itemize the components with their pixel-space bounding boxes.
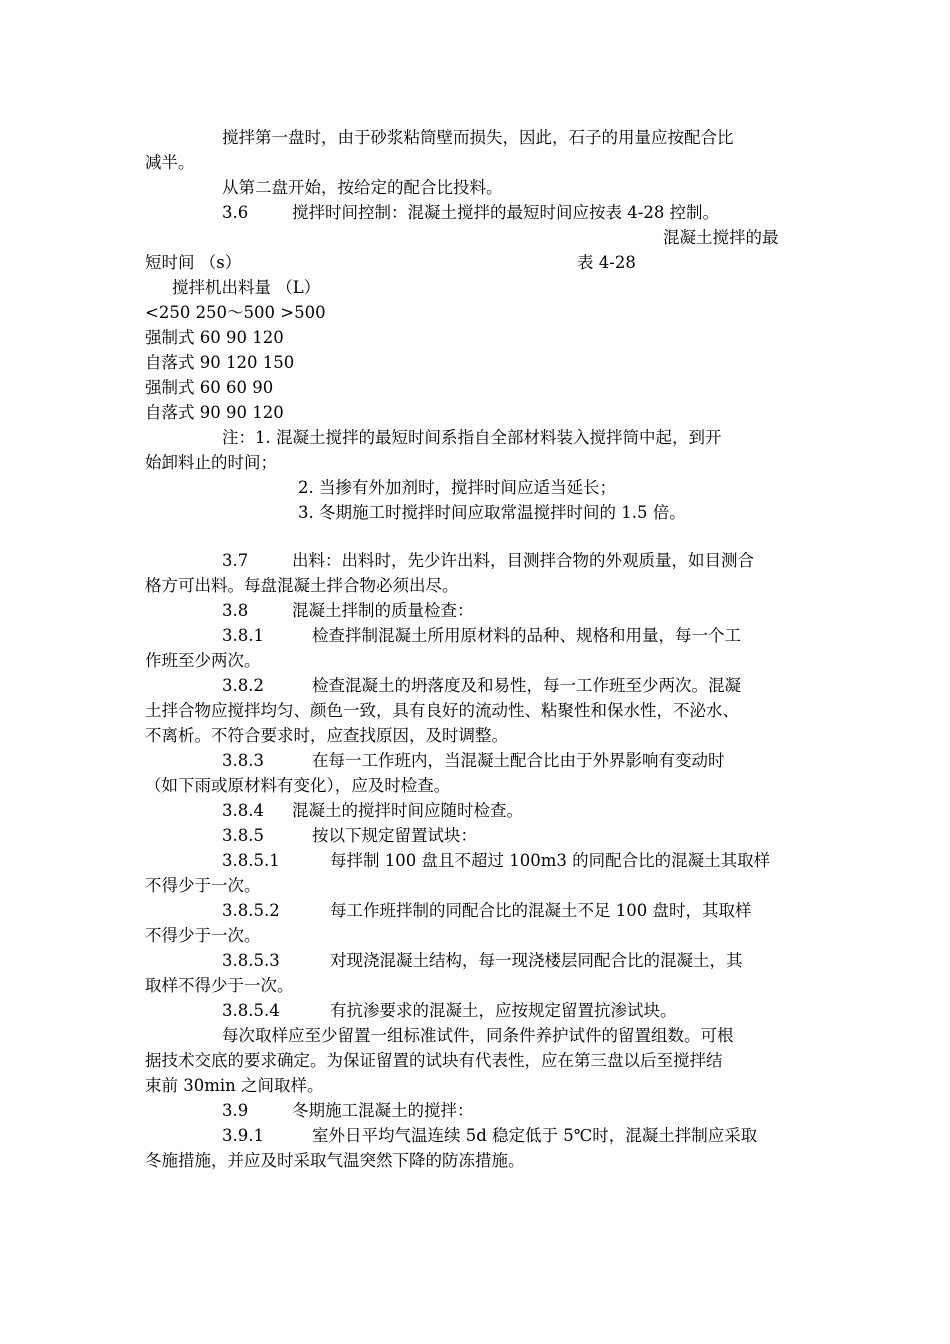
table-header: 搅拌机出料量 （L）	[172, 278, 321, 297]
section-3-9-1	[222, 1125, 757, 1147]
paragraph-line: 作班至少两次。	[145, 651, 261, 670]
section-3-8-2	[222, 675, 741, 697]
section-text: 搅拌时间控制：混凝土搅拌的最短时间应按表 4-28 控制。	[292, 203, 720, 222]
section-3-8-5-1	[222, 850, 770, 872]
section-number: 3.8.5.3	[222, 951, 280, 970]
section-text: 每拌制 100 盘且不超过 100m3 的同配合比的混凝土其取样	[330, 851, 771, 870]
paragraph-line: 每次取样应至少留置一组标准试件，同条件养护试件的留置组数。可根	[222, 1026, 734, 1045]
section-number: 3.9.1	[222, 1126, 264, 1145]
section-number: 3.8.2	[222, 676, 264, 695]
note-line: 注：1. 混凝土搅拌的最短时间系指自全部材料装入搅拌筒中起，到开	[222, 428, 722, 447]
note-line: 3. 冬期施工时搅拌时间应取常温搅拌时间的 1.5 倍。	[298, 503, 686, 522]
section-text: 检查拌制混凝土所用原材料的品种、规格和用量，每一个工	[312, 626, 741, 645]
table-number: 表 4-28	[577, 253, 636, 272]
section-3-8-5-2	[222, 900, 751, 922]
section-number: 3.8.4	[222, 801, 264, 820]
section-text: 冬期施工混凝土的搅拌：	[292, 1101, 474, 1120]
section-text: 出料：出料时，先少许出料，目测拌合物的外观质量，如目测合	[292, 551, 754, 570]
paragraph-line: 冬施措施，并应及时采取气温突然下降的防冻措施。	[145, 1151, 525, 1170]
section-text: 混凝土拌制的质量检查：	[292, 601, 474, 620]
table-columns: <250 250～500 >500	[145, 303, 326, 322]
table-caption: 混凝土搅拌的最	[663, 228, 779, 247]
section-number: 3.6	[222, 203, 249, 222]
section-number: 3.8.1	[222, 626, 264, 645]
section-text: 混凝土的搅拌时间应随时检查。	[292, 801, 523, 820]
section-number: 3.8.5.4	[222, 1001, 280, 1020]
table-row: 自落式 90 120 150	[145, 353, 295, 372]
paragraph-line: 不离析。不符合要求时，应查找原因，及时调整。	[145, 726, 508, 745]
section-3-8	[222, 600, 474, 622]
table-row: 强制式 60 90 120	[145, 328, 284, 347]
section-number: 3.8.5	[222, 826, 264, 845]
section-number: 3.8	[222, 601, 249, 620]
paragraph-line: 搅拌第一盘时，由于砂浆粘筒壁而损失，因此，石子的用量应按配合比	[222, 128, 734, 147]
section-3-8-4	[222, 800, 523, 822]
table-row: 自落式 90 90 120	[145, 403, 284, 422]
paragraph-line: 减半。	[145, 153, 195, 172]
section-text: 检查混凝土的坍落度及和易性，每一工作班至少两次。混凝	[312, 676, 741, 695]
section-number: 3.8.3	[222, 751, 264, 770]
section-text: 按以下规定留置试块：	[312, 826, 477, 845]
section-3-9	[222, 1100, 474, 1122]
section-number: 3.8.5.1	[222, 851, 280, 870]
section-number: 3.9	[222, 1101, 249, 1120]
paragraph-line: 土拌合物应搅拌均匀、颜色一致，具有良好的流动性、粘聚性和保水性，不泌水、	[145, 701, 739, 720]
section-text: 对现浇混凝土结构，每一现浇楼层同配合比的混凝土，其	[330, 951, 743, 970]
paragraph-line: 取样不得少于一次。	[145, 976, 294, 995]
section-text: 有抗渗要求的混凝土，应按规定留置抗渗试块。	[330, 1001, 677, 1020]
paragraph-line: 从第二盘开始，按给定的配合比投料。	[222, 178, 503, 197]
section-number: 3.7	[222, 551, 249, 570]
section-3-8-5-4	[222, 1000, 677, 1022]
section-3-8-3	[222, 750, 725, 772]
paragraph-line: 不得少于一次。	[145, 926, 261, 945]
section-3-8-1	[222, 625, 741, 647]
paragraph-line: 据技术交底的要求确定。为保证留置的试块有代表性，应在第三盘以后至搅拌结	[145, 1051, 723, 1070]
section-3-8-5	[222, 825, 477, 847]
note-line: 始卸料止的时间；	[145, 453, 277, 472]
section-number: 3.8.5.2	[222, 901, 280, 920]
table-row: 强制式 60 60 90	[145, 378, 274, 397]
section-text: 每工作班拌制的同配合比的混凝土不足 100 盘时，其取样	[330, 901, 752, 920]
paragraph-line: 不得少于一次。	[145, 876, 261, 895]
paragraph-line: 束前 30min 之间取样。	[145, 1076, 324, 1095]
table-caption-cont: 短时间 （s）	[145, 253, 242, 272]
section-text: 室外日平均气温连续 5d 稳定低于 5℃时，混凝土拌制应采取	[312, 1126, 758, 1145]
paragraph-line: （如下雨或原材料有变化），应及时检查。	[145, 776, 451, 795]
section-text: 在每一工作班内，当混凝土配合比由于外界影响有变动时	[312, 751, 725, 770]
section-3-6	[222, 202, 719, 224]
section-3-8-5-3	[222, 950, 743, 972]
section-3-7	[222, 550, 754, 572]
note-line: 2. 当掺有外加剂时，搅拌时间应适当延长；	[298, 478, 616, 497]
paragraph-line: 格方可出料。每盘混凝土拌合物必须出尽。	[145, 576, 459, 595]
